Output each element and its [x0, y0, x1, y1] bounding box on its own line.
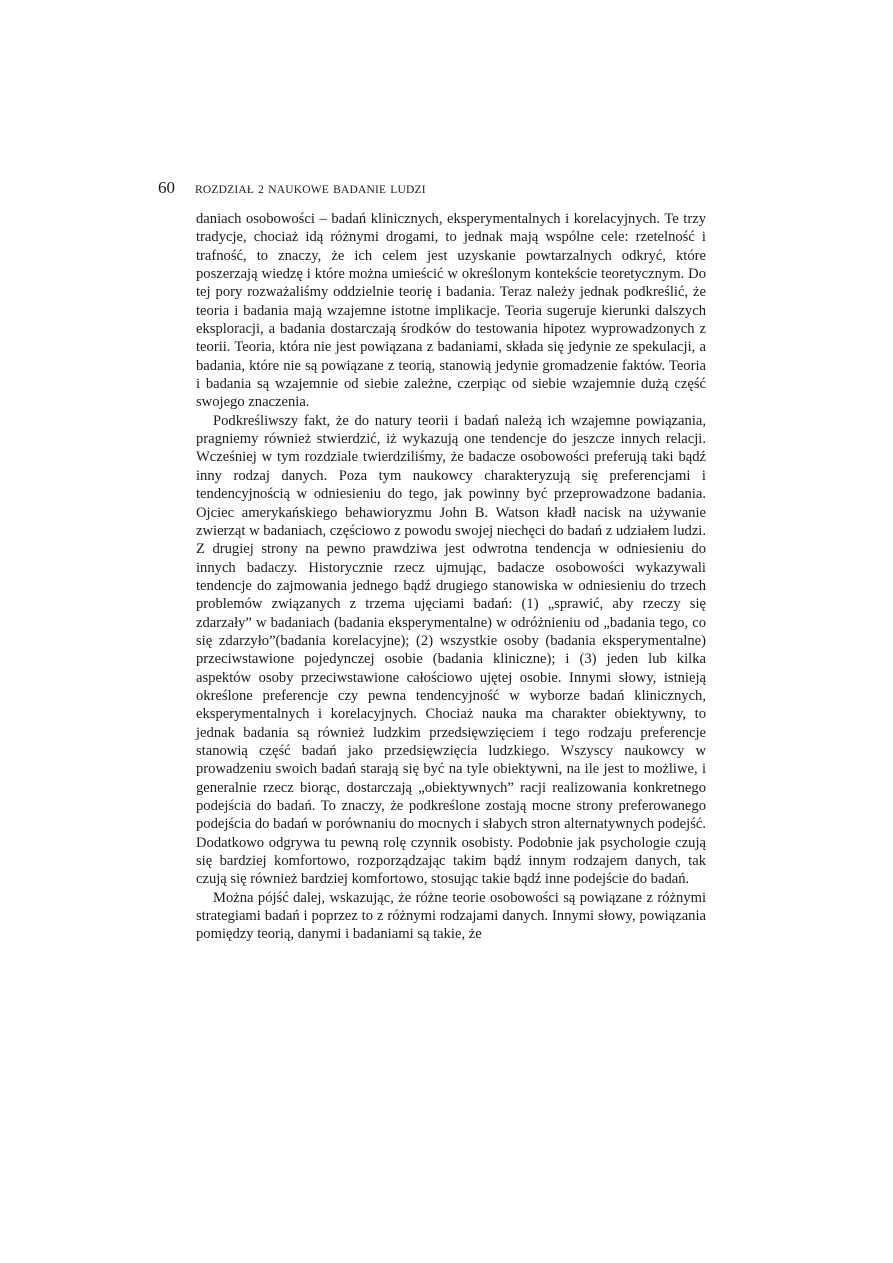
paragraph: Podkreśliwszy fakt, że do natury teorii i badań należą ich wzajemne powiązania, pragniemy również stwierdzić, iż wykazują one tendencje do jeszcze innych relacji. Wcześniej w tym rozdziale twierdziliśmy, że badacze osobowości preferują taki bądź inny rodzaj danych. Poza tym naukowcy charakteryzują się preferencjami i tendencyjnością w odniesieniu do tego, jak powinny być przeprowadzone badania. Ojciec amerykańskiego behawioryzmu John B. Watson kładł nacisk na używanie zwierząt w badaniach, częściowo z powodu swojej niechęci do badań z udziałem ludzi. Z drugiej strony na pewno prawdziwa jest odwrotna tendencja w odniesieniu do innych badaczy. Historycznie rzecz ujmując, badacze osobowości wykazywali tendencje do zajmowania jednego bądź drugiego stanowiska w odniesieniu do trzech problemów związanych z trzema ujęciami badań: (1) „sprawić, aby rzeczy się zdarzały” w badaniach (badania eksperymentalne) w odróżnieniu od „badania tego, co się zdarzyło”(badania korelacyjne); (2) wszystkie osoby (badania eksperymentalne) przeciwstawione pojedynczej osobie (badania kliniczne); i (3) jeden lub kilka aspektów osoby przeciwstawione całościowo ujętej osobie. Innymi słowy, istnieją określone preferencje czy pewna tendencyjność w wyborze badań klinicznych, eksperymentalnych i korelacyjnych. Chociaż nauka ma charakter obiektywny, to jednak badania są również ludzkim przedsięwzięciem i tego rodzaju preferencje stanowią część badań jako przedsięwzięcia ludzkiego. Wszyscy naukowcy w prowadzeniu swoich badań starają się być na tyle obiektywni, na ile jest to możliwe, i generalnie rzecz biorąc, dostarczają „obiektywnych” racji realizowania konkretnego podejścia do badań. To znaczy, że podkreślone zostają mocne strony preferowanego podejścia do badań w porównaniu do mocnych i słabych stron alternatywnych podejść. Dodatkowo odgrywa tu pewną rolę czynnik osobisty. Podobnie jak psychologie czują się bardziej komfortowo, rozporządzając takim bądź innym rodzajem danych, tak czują się również bardziej komfortowo, stosując takie bądź inne podejście do badań.	[196, 412, 706, 888]
page-number: 60	[158, 178, 175, 197]
page-header	[158, 178, 426, 198]
body-text	[196, 210, 706, 944]
running-head: ROZDZIAŁ 2 NAUKOWE BADANIE LUDZI	[195, 184, 426, 196]
paragraph: Można pójść dalej, wskazując, że różne teorie osobowości są powiązane z różnymi strategiami badań i poprzez to z różnymi rodzajami danych. Innymi słowy, powiązania pomiędzy teorią, danymi i badaniami są takie, że	[196, 889, 706, 943]
paragraph: daniach osobowości – badań klinicznych, eksperymentalnych i korelacyjnych. Te trzy tradycje, chociaż idą różnymi drogami, to jednak mają wspólne cele: rzetelność i trafność, to znaczy, że ich celem jest uzyskanie powtarzalnych odkryć, które poszerzają wiedzę i które można umieścić w określonym kontekście teoretycznym. Do tej pory rozważaliśmy oddzielnie teorię i badania. Teraz należy jednak podkreślić, że teoria i badania mają wzajemne istotne implikacje. Teoria sugeruje kierunki dalszych eksploracji, a badania dostarczają środków do testowania hipotez wyprowadzonych z teorii. Teoria, która nie jest powiązana z badaniami, składa się jedynie ze spekulacji, a badania, które nie są powiązane z teorią, stanowią jedynie gromadzenie faktów. Teoria i badania są wzajemnie od siebie zależne, czerpiąc od siebie wzajemnie dużą część swojego znaczenia.	[196, 211, 706, 411]
